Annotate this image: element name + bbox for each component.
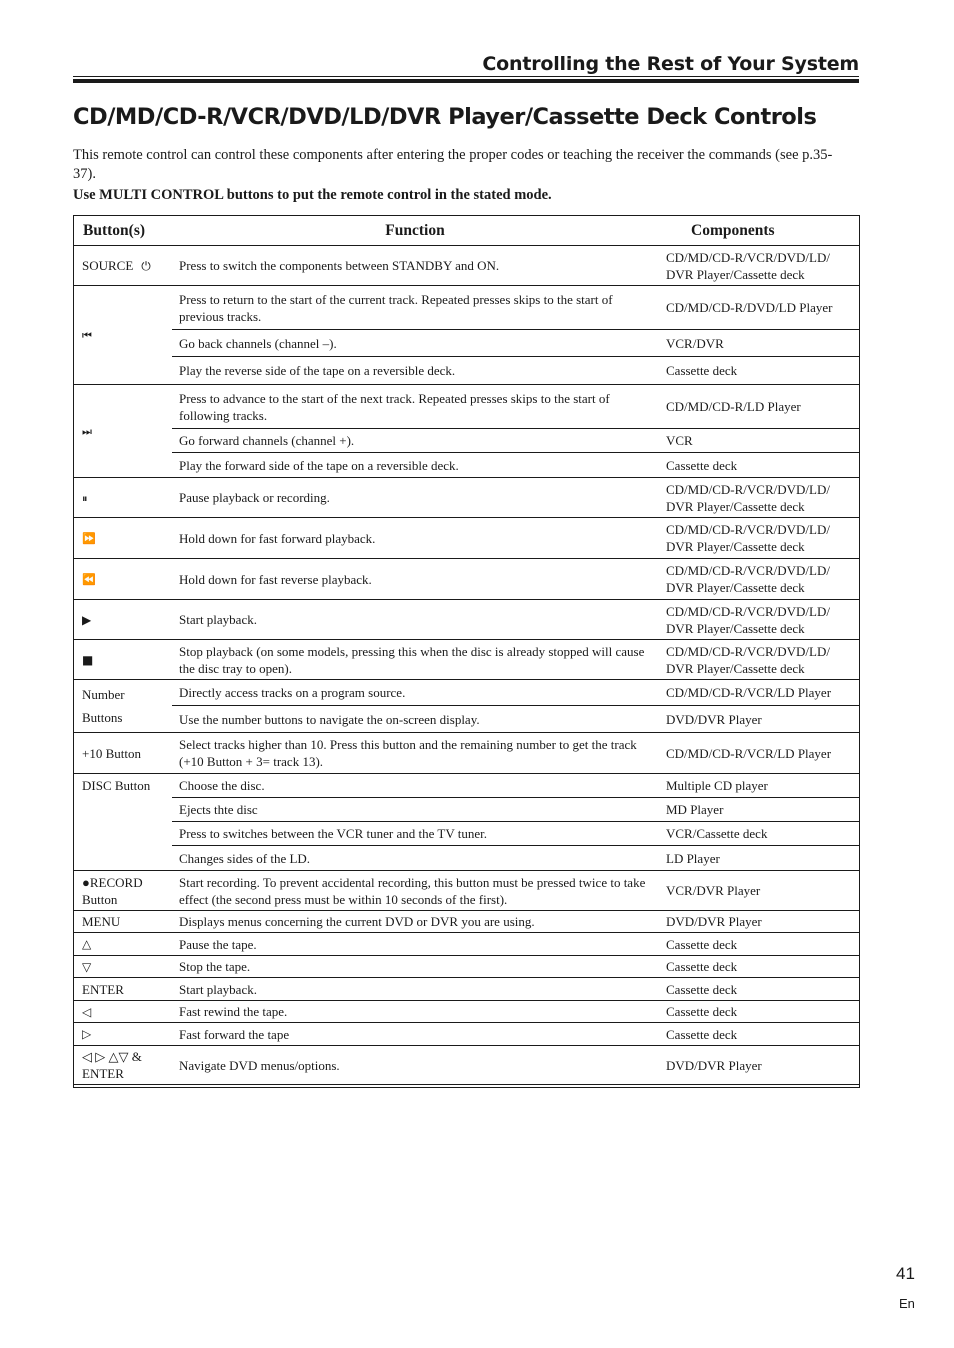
components-cell: CD/MD/CD-R/VCR/DVD/LD/ DVR Player/Cassette deck <box>658 246 860 286</box>
next-track-icon: ⏭ <box>82 425 91 438</box>
stop-icon: ■ <box>82 652 94 667</box>
table-header-row <box>73 216 860 246</box>
components-cell: CD/MD/CD-R/VCR/DVD/LD/ DVR Player/Cassette deck <box>658 478 860 518</box>
components-cell: MD Player <box>658 798 860 822</box>
table-row <box>73 640 860 680</box>
previous-track-icon: ⏮ <box>82 329 91 342</box>
components-cell: CD/MD/CD-R/LD Player <box>658 385 860 429</box>
function-cell: Play the forward side of the tape on a reversible deck. <box>172 453 658 478</box>
table-row <box>73 429 860 453</box>
components-cell: CD/MD/CD-R/VCR/LD Player <box>658 733 860 774</box>
table-row <box>73 600 860 640</box>
table-row <box>73 518 860 559</box>
button-cell <box>73 640 172 680</box>
function-cell: Start playback. <box>172 600 658 640</box>
function-cell: Start playback. <box>172 978 658 1001</box>
function-cell: Navigate DVD menus/options. <box>172 1046 658 1085</box>
function-cell: Press to advance to the start of the next track. Repeated presses skips to the start of following tracks. <box>172 385 658 429</box>
table-row <box>73 956 860 978</box>
down-triangle-icon: ▽ <box>82 959 92 974</box>
components-cell: Cassette deck <box>658 956 860 978</box>
components-cell: Cassette deck <box>658 453 860 478</box>
components-cell: CD/MD/CD-R/VCR/DVD/LD/ DVR Player/Cassette deck <box>658 640 860 680</box>
button-cell <box>73 1001 172 1023</box>
function-cell: Use the number buttons to navigate the on-screen display. <box>172 706 658 733</box>
table-row <box>73 774 860 798</box>
header-rule-thick <box>73 79 859 83</box>
header-buttons: Button(s) <box>73 216 172 246</box>
function-cell: Press to switches between the VCR tuner and the TV tuner. <box>172 822 658 846</box>
table-row <box>73 978 860 1001</box>
button-cell <box>73 933 172 956</box>
components-cell: LD Player <box>658 846 860 871</box>
table-row <box>73 911 860 933</box>
function-cell: Stop the tape. <box>172 956 658 978</box>
components-cell: CD/MD/CD-R/VCR/DVD/LD/ DVR Player/Cassette deck <box>658 559 860 600</box>
components-cell: DVD/DVR Player <box>658 1046 860 1085</box>
header-components: Components <box>658 216 860 246</box>
components-cell: CD/MD/CD-R/VCR/DVD/LD/ DVR Player/Cassette deck <box>658 600 860 640</box>
table-row <box>73 733 860 774</box>
function-cell: Choose the disc. <box>172 774 658 798</box>
components-cell: CD/MD/CD-R/DVD/LD Player <box>658 286 860 330</box>
function-cell: Go forward channels (channel +). <box>172 429 658 453</box>
function-cell: Play the reverse side of the tape on a reversible deck. <box>172 357 658 385</box>
pause-icon: ⏸ <box>82 491 87 505</box>
components-cell: CD/MD/CD-R/VCR/DVD/LD/ DVR Player/Cassette deck <box>658 518 860 559</box>
page-number: 41 <box>896 1264 915 1283</box>
page-title: CD/MD/CD-R/VCR/DVD/LD/DVR Player/Cassette Deck Controls <box>73 104 817 130</box>
button-cell <box>73 385 172 478</box>
components-cell: DVD/DVR Player <box>658 911 860 933</box>
button-cell <box>73 286 172 385</box>
table-row <box>73 822 860 846</box>
button-cell <box>73 1023 172 1046</box>
components-cell: Cassette deck <box>658 357 860 385</box>
function-cell: Displays menus concerning the current DVD or DVR you are using. <box>172 911 658 933</box>
function-cell: Fast forward the tape <box>172 1023 658 1046</box>
function-cell: Changes sides of the LD. <box>172 846 658 871</box>
button-cell <box>73 559 172 600</box>
button-cell: +10 Button <box>73 733 172 774</box>
table-row <box>73 357 860 385</box>
table-row <box>73 559 860 600</box>
left-triangle-icon: ◁ <box>82 1004 92 1019</box>
table-row <box>73 871 860 911</box>
function-cell: Hold down for fast reverse playback. <box>172 559 658 600</box>
header-function: Function <box>172 216 658 246</box>
table-row <box>73 1023 860 1046</box>
intro-paragraph: This remote control can control these components after entering the proper codes or teaching the receiver the commands (see p.35-37). <box>73 147 833 182</box>
function-cell: Press to return to the start of the current track. Repeated presses skips to the start of previous tracks. <box>172 286 658 330</box>
components-cell: Cassette deck <box>658 1001 860 1023</box>
function-cell: Select tracks higher than 10. Press this button and the remaining number to get the track (+10 Button + 3= track 13). <box>172 733 658 774</box>
power-icon: ⏻ <box>141 258 151 273</box>
components-cell: Cassette deck <box>658 933 860 956</box>
components-cell: DVD/DVR Player <box>658 706 860 733</box>
components-cell: VCR <box>658 429 860 453</box>
components-cell: Cassette deck <box>658 978 860 1001</box>
button-cell <box>73 956 172 978</box>
function-cell: Press to switch the components between STANDBY and ON. <box>172 246 658 286</box>
table-row <box>73 453 860 478</box>
table-row <box>73 478 860 518</box>
up-triangle-icon: △ <box>82 937 92 951</box>
components-cell: VCR/DVR <box>658 330 860 357</box>
function-cell: Fast rewind the tape. <box>172 1001 658 1023</box>
table-row <box>73 798 860 822</box>
section-header: Controlling the Rest of Your System <box>482 53 859 75</box>
function-cell: Directly access tracks on a program source. <box>172 680 658 706</box>
table-row <box>73 286 860 330</box>
button-cell <box>73 518 172 559</box>
page-language: En <box>899 1296 915 1311</box>
function-cell: Stop playback (on some models, pressing this when the disc is already stopped will cause the disc tray to open). <box>172 640 658 680</box>
button-cell: ENTER <box>73 978 172 1001</box>
function-cell: Pause the tape. <box>172 933 658 956</box>
function-cell: Ejects thte disc <box>172 798 658 822</box>
components-cell: Cassette deck <box>658 1023 860 1046</box>
table-row <box>73 933 860 956</box>
fast-forward-icon: ⏩ <box>82 532 95 545</box>
source-label: SOURCE <box>82 257 134 273</box>
function-cell: Pause playback or recording. <box>172 478 658 518</box>
button-cell: Number Buttons <box>73 680 172 733</box>
instruction-paragraph: Use MULTI CONTROL buttons to put the remote control in the stated mode. <box>73 187 552 203</box>
function-cell: Hold down for fast forward playback. <box>172 518 658 559</box>
table-row <box>73 846 860 871</box>
controls-table <box>73 215 860 1085</box>
rewind-icon: ⏪ <box>82 573 95 586</box>
play-icon: ▶ <box>82 612 92 627</box>
function-cell: Go back channels (channel –). <box>172 330 658 357</box>
function-cell: Start recording. To prevent accidental recording, this button must be pressed twice to take effect (the second press must be within 10 seconds of the first). <box>172 871 658 911</box>
table-row <box>73 1046 860 1085</box>
button-cell: ◁ ▷ △▽ & ENTER <box>73 1046 172 1085</box>
button-cell <box>73 246 172 286</box>
table-row <box>73 330 860 357</box>
button-cell: ●RECORD Button <box>73 871 172 911</box>
components-cell: VCR/DVR Player <box>658 871 860 911</box>
table-row <box>73 706 860 733</box>
components-cell: Multiple CD player <box>658 774 860 798</box>
right-triangle-icon: ▷ <box>82 1027 92 1041</box>
table-row <box>73 385 860 429</box>
button-cell: DISC Button <box>73 774 172 871</box>
table-row <box>73 680 860 706</box>
button-cell <box>73 478 172 518</box>
components-cell: VCR/Cassette deck <box>658 822 860 846</box>
table-row <box>73 246 860 286</box>
table-row <box>73 1001 860 1023</box>
components-cell: CD/MD/CD-R/VCR/LD Player <box>658 680 860 706</box>
header-rule-thin <box>73 76 859 77</box>
button-cell: MENU <box>73 911 172 933</box>
button-cell <box>73 600 172 640</box>
